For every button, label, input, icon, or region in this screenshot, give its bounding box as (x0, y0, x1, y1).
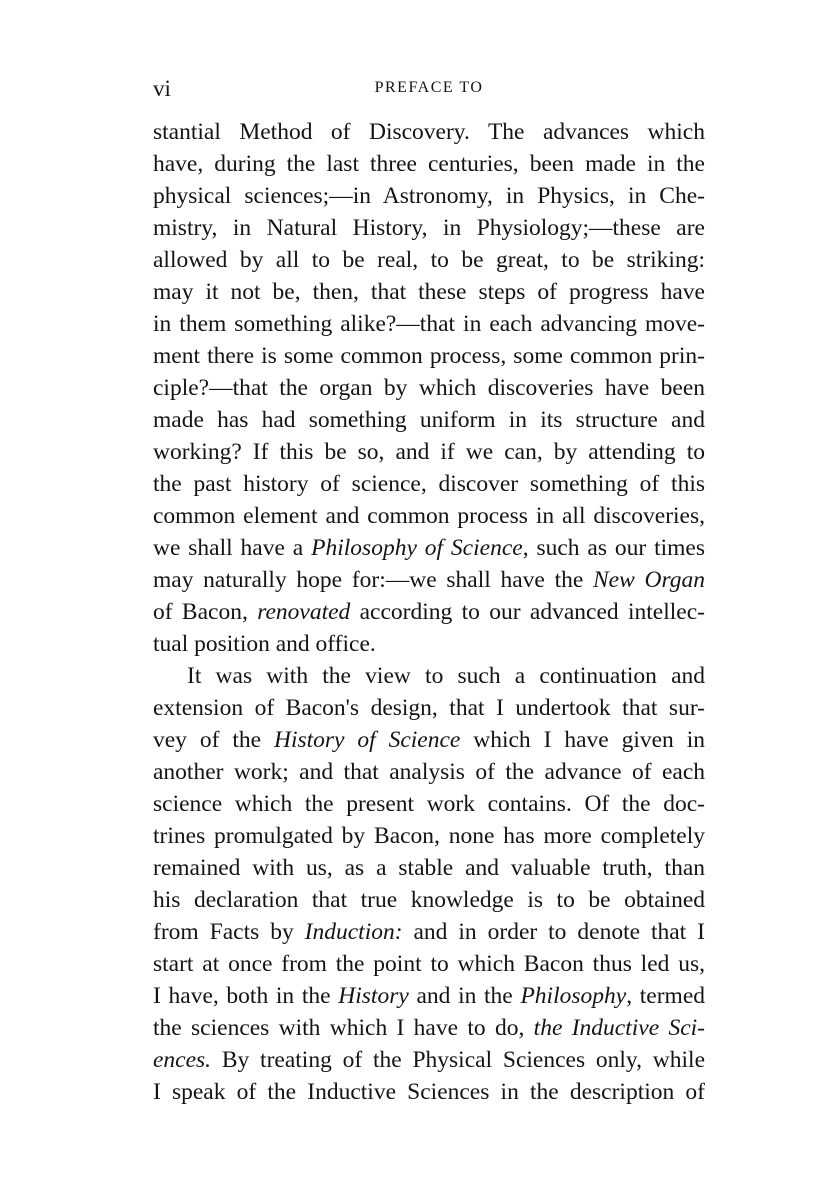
text-line (153, 564, 705, 596)
text-run: his declaration that true knowledge is to be obtained (153, 887, 705, 913)
text-run: , such as our times (522, 535, 706, 561)
italic-text: History (338, 983, 409, 1009)
text-run: It was with the view to such a continuation and (187, 663, 705, 689)
text-run: the past history of science, discover something of this (153, 471, 705, 497)
text-run: extension of Bacon's design, that I undertook that sur- (153, 695, 705, 721)
italic-text: ences. (153, 1047, 212, 1073)
text-run: may naturally hope for:—we shall have the (153, 567, 593, 593)
text-line (153, 1076, 705, 1108)
italic-text: the Inductive Sci- (533, 1015, 705, 1041)
text-run: ciple?—that the organ by which discoveries have been (153, 375, 705, 401)
text-run: By treating of the Physical Sciences only, while (211, 1047, 705, 1073)
body-text (153, 116, 705, 1108)
text-line (153, 660, 705, 692)
text-line (153, 308, 705, 340)
text-run: common element and common process in all discoveries, (153, 503, 705, 529)
text-line (153, 692, 705, 724)
text-run: made has had something uniform in its structure and (153, 407, 705, 433)
text-run: allowed by all to be real, to be great, to be striking: (153, 247, 705, 273)
italic-text: renovated (257, 599, 351, 625)
text-run: tual position and office. (153, 631, 376, 657)
text-line (153, 244, 705, 276)
text-run: may it not be, then, that these steps of progress have (153, 279, 705, 305)
text-run: stantial Method of Discovery. The advances which (153, 119, 705, 145)
text-run: working? If this be so, and if we can, by attending to (153, 439, 705, 465)
page-header (153, 76, 705, 104)
italic-text: History of Science (273, 727, 461, 753)
text-line (153, 820, 705, 852)
text-line (153, 116, 705, 148)
text-line (153, 532, 705, 564)
text-run: physical sciences;—in Astronomy, in Physics, in Che- (153, 183, 705, 209)
running-title: PREFACE TO (374, 79, 484, 96)
text-line (153, 276, 705, 308)
text-run: I have, both in the (153, 983, 339, 1009)
text-line (153, 500, 705, 532)
text-line (153, 180, 705, 212)
text-line (153, 884, 705, 916)
text-line (153, 404, 705, 436)
text-line (153, 948, 705, 980)
text-run: according to our advanced intellec- (350, 599, 705, 625)
text-run: the sciences with which I have to do, (153, 1015, 534, 1041)
italic-text: New Organ (593, 567, 705, 593)
page-number: vi (153, 76, 171, 101)
text-run: vey of the (153, 727, 274, 753)
text-run: another work; and that analysis of the advance of each (153, 759, 705, 785)
text-line (153, 1012, 705, 1044)
text-line (153, 980, 705, 1012)
text-line (153, 724, 705, 756)
text-run: and in order to denote that I (402, 919, 705, 945)
text-line (153, 340, 705, 372)
text-run: trines promulgated by Bacon, none has more completely (153, 823, 705, 849)
text-run: I speak of the Inductive Sciences in the description of (153, 1079, 705, 1105)
text-line (153, 468, 705, 500)
text-line (153, 628, 705, 660)
text-run: in them something alike?—that in each advancing move- (153, 311, 705, 337)
text-line (153, 148, 705, 180)
text-line (153, 212, 705, 244)
text-line (153, 372, 705, 404)
text-run: start at once from the point to which Bacon thus led us, (153, 951, 705, 977)
text-line (153, 436, 705, 468)
text-line (153, 852, 705, 884)
text-run: , termed (626, 983, 705, 1009)
italic-text: Philosophy (520, 983, 627, 1009)
text-line (153, 916, 705, 948)
italic-text: Induction: (304, 919, 403, 945)
text-run: and in the (408, 983, 521, 1009)
text-run: we shall have a (153, 535, 312, 561)
text-line (153, 1044, 705, 1076)
text-line (153, 756, 705, 788)
text-run: from Facts by (153, 919, 305, 945)
text-run: mistry, in Natural History, in Physiology;—these are (153, 215, 705, 241)
text-line (153, 788, 705, 820)
italic-text: Philosophy of Science (311, 535, 523, 561)
text-run: of Bacon, (153, 599, 258, 625)
text-run: which I have given in (460, 727, 706, 753)
text-line (153, 596, 705, 628)
text-run: have, during the last three centuries, been made in the (153, 151, 705, 177)
text-run: remained with us, as a stable and valuable truth, than (153, 855, 705, 881)
text-run: ment there is some common process, some common prin- (153, 343, 705, 369)
text-run: science which the present work contains. Of the doc- (153, 791, 705, 817)
